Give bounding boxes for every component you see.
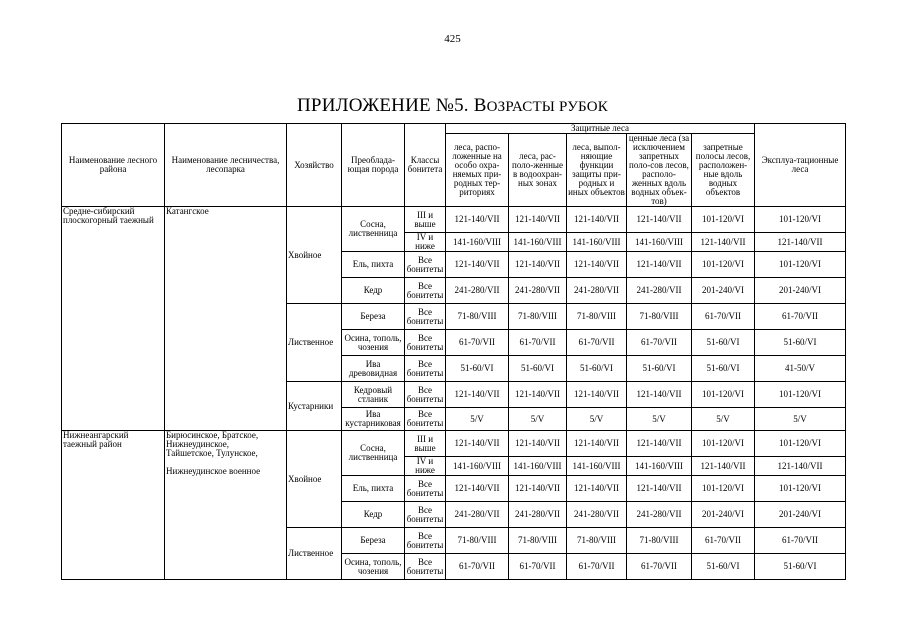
bonitet-class-cell: Все бонитеты — [405, 278, 446, 304]
header-species: Преоблада-ющая порода — [342, 124, 405, 207]
age-value-cell: 241-280/VII — [446, 502, 509, 528]
age-value-cell: 51-60/VI — [692, 330, 755, 356]
species-cell: Осина, тополь, чозения — [342, 330, 405, 356]
age-value-cell: 121-140/VII — [755, 457, 846, 476]
age-value-cell: 141-160/VIII — [627, 457, 692, 476]
species-cell: Береза — [342, 304, 405, 330]
bonitet-class-cell: Все бонитеты — [405, 304, 446, 330]
species-cell: Сосна, лиственница — [342, 431, 405, 476]
age-value-cell: 51-60/VI — [692, 356, 755, 382]
age-value-cell: 41-50/V — [755, 356, 846, 382]
age-value-cell: 201-240/VI — [692, 502, 755, 528]
forestry-line: Бирюсинское, Братское, — [166, 430, 259, 440]
age-value-cell: 71-80/VIII — [567, 304, 627, 330]
age-value-cell: 71-80/VIII — [627, 304, 692, 330]
age-value-cell: 51-60/VI — [755, 330, 846, 356]
age-value-cell: 101-120/VI — [755, 382, 846, 408]
bonitet-class-cell: III и выше — [405, 207, 446, 233]
age-value-cell: 121-140/VII — [509, 476, 567, 502]
bonitet-class-cell: Все бонитеты — [405, 356, 446, 382]
age-value-cell: 241-280/VII — [627, 278, 692, 304]
age-value-cell: 101-120/VI — [692, 431, 755, 457]
age-value-cell: 121-140/VII — [509, 431, 567, 457]
age-value-cell: 121-140/VII — [627, 382, 692, 408]
age-value-cell: 141-160/VIII — [509, 457, 567, 476]
age-value-cell: 61-70/VII — [446, 330, 509, 356]
age-value-cell: 121-140/VII — [509, 252, 567, 278]
forestry-cell — [165, 431, 287, 580]
age-value-cell: 121-140/VII — [509, 207, 567, 233]
age-value-cell: 71-80/VIII — [509, 304, 567, 330]
age-value-cell: 121-140/VII — [567, 476, 627, 502]
page-title — [0, 95, 905, 117]
age-value-cell: 51-60/VI — [755, 554, 846, 580]
species-cell: Кедр — [342, 502, 405, 528]
age-value-cell: 61-70/VII — [567, 330, 627, 356]
forestry-line: Нижнеудинское, — [166, 439, 230, 449]
species-cell: Ива древовидная — [342, 356, 405, 382]
age-value-cell: 241-280/VII — [567, 278, 627, 304]
header-exploitation: Эксплуа-тационные леса — [755, 124, 846, 207]
species-cell: Ель, пихта — [342, 476, 405, 502]
bonitet-class-cell: IV и ниже — [405, 457, 446, 476]
age-value-cell: 141-160/VIII — [567, 457, 627, 476]
age-value-cell: 121-140/VII — [567, 382, 627, 408]
age-value-cell: 121-140/VII — [567, 252, 627, 278]
species-cell: Кедр — [342, 278, 405, 304]
age-value-cell: 61-70/VII — [692, 304, 755, 330]
age-value-cell: 241-280/VII — [446, 278, 509, 304]
species-cell: Ель, пихта — [342, 252, 405, 278]
header-forestry: Наименование лесничества, лесопарка — [165, 124, 287, 207]
age-value-cell: 201-240/VI — [755, 502, 846, 528]
age-value-cell: 241-280/VII — [509, 502, 567, 528]
age-value-cell: 241-280/VII — [567, 502, 627, 528]
header-sub-protected-areas: леса, распо-ложенные на особо охра-няемых при-родных тер-риториях — [446, 134, 509, 207]
age-value-cell: 5/V — [567, 408, 627, 431]
age-value-cell: 101-120/VI — [692, 382, 755, 408]
felling-age-table — [61, 123, 846, 580]
age-value-cell: 5/V — [509, 408, 567, 431]
region-cell: Средне-сибирский плоскогорный таежный — [62, 207, 165, 431]
age-value-cell: 141-160/VIII — [509, 233, 567, 252]
species-cell: Осина, тополь, чозения — [342, 554, 405, 580]
page-number: 425 — [444, 33, 461, 45]
age-value-cell: 71-80/VIII — [509, 528, 567, 554]
age-value-cell: 5/V — [627, 408, 692, 431]
age-value-cell: 101-120/VI — [755, 252, 846, 278]
age-value-cell: 61-70/VII — [627, 330, 692, 356]
age-value-cell: 241-280/VII — [627, 502, 692, 528]
title-main: ПРИЛОЖЕНИЕ №5. В — [297, 95, 487, 116]
age-value-cell: 241-280/VII — [509, 278, 567, 304]
header-protective-forests: Защитные леса — [446, 124, 755, 134]
age-value-cell: 51-60/VI — [567, 356, 627, 382]
table-body — [62, 207, 846, 580]
age-value-cell: 51-60/VI — [446, 356, 509, 382]
economy-cell: Хвойное — [287, 431, 342, 528]
age-value-cell: 141-160/VIII — [567, 233, 627, 252]
age-value-cell: 121-140/VII — [692, 233, 755, 252]
header-sub-water-protection: леса, рас-поло-женные в водоохран-ных зонах — [509, 134, 567, 207]
age-value-cell: 121-140/VII — [627, 207, 692, 233]
age-value-cell: 61-70/VII — [692, 528, 755, 554]
age-value-cell: 61-70/VII — [627, 554, 692, 580]
age-value-cell: 121-140/VII — [627, 476, 692, 502]
header-classes: Классы бонитета — [405, 124, 446, 207]
age-value-cell: 101-120/VI — [692, 207, 755, 233]
bonitet-class-cell: Все бонитеты — [405, 330, 446, 356]
bonitet-class-cell: Все бонитеты — [405, 554, 446, 580]
header-economy: Хозяйство — [287, 124, 342, 207]
age-value-cell: 121-140/VII — [446, 382, 509, 408]
age-value-cell: 71-80/VIII — [446, 304, 509, 330]
forestry-line: Тайшетское, Тулунское, — [166, 448, 258, 458]
header-region: Наименование лесного района — [62, 124, 165, 207]
age-value-cell: 61-70/VII — [509, 330, 567, 356]
age-value-cell: 71-80/VIII — [627, 528, 692, 554]
forestry-cell — [165, 207, 287, 431]
header-sub-protective-functions: леса, выпол-няющие функции защиты при-родных и иных объектов — [567, 134, 627, 207]
age-value-cell: 51-60/VI — [509, 356, 567, 382]
age-value-cell: 121-140/VII — [755, 233, 846, 252]
age-value-cell: 101-120/VI — [755, 476, 846, 502]
age-value-cell: 141-160/VIII — [627, 233, 692, 252]
species-cell: Кедровый стланик — [342, 382, 405, 408]
economy-cell: Лиственное — [287, 304, 342, 382]
bonitet-class-cell: Все бонитеты — [405, 382, 446, 408]
age-value-cell: 121-140/VII — [446, 431, 509, 457]
age-value-cell: 101-120/VI — [755, 431, 846, 457]
bonitet-class-cell: Все бонитеты — [405, 408, 446, 431]
bonitet-class-cell: Все бонитеты — [405, 252, 446, 278]
species-cell: Сосна, лиственница — [342, 207, 405, 252]
table-row — [62, 207, 846, 233]
age-value-cell: 71-80/VIII — [446, 528, 509, 554]
forestry-line: Нижнеудинское военное — [166, 466, 261, 476]
age-value-cell: 61-70/VII — [755, 304, 846, 330]
species-cell: Ива кустарниковая — [342, 408, 405, 431]
age-value-cell: 121-140/VII — [627, 252, 692, 278]
bonitet-class-cell: Все бонитеты — [405, 528, 446, 554]
age-value-cell: 101-120/VI — [755, 207, 846, 233]
age-value-cell: 61-70/VII — [446, 554, 509, 580]
bonitet-class-cell: Все бонитеты — [405, 502, 446, 528]
bonitet-class-cell: III и выше — [405, 431, 446, 457]
header-sub-forbidden-strips: запретные полосы лесов, расположен-ные вдоль водных объектов — [692, 134, 755, 207]
age-value-cell: 101-120/VI — [692, 252, 755, 278]
age-value-cell: 121-140/VII — [627, 431, 692, 457]
table-row — [62, 431, 846, 457]
age-value-cell: 121-140/VII — [567, 431, 627, 457]
age-value-cell: 121-140/VII — [446, 207, 509, 233]
age-value-cell: 121-140/VII — [509, 382, 567, 408]
economy-cell: Лиственное — [287, 528, 342, 580]
forestry-line: Катангское — [166, 206, 209, 216]
age-value-cell: 121-140/VII — [692, 457, 755, 476]
header-sub-valuable-forests: ценные леса (за исключением запретных поло-сов лесов, располо-женных вдоль водных объек-тов) — [627, 134, 692, 207]
species-cell: Береза — [342, 528, 405, 554]
economy-cell: Кустарники — [287, 382, 342, 431]
age-value-cell: 5/V — [755, 408, 846, 431]
age-value-cell: 5/V — [446, 408, 509, 431]
age-value-cell: 5/V — [692, 408, 755, 431]
age-value-cell: 121-140/VII — [567, 207, 627, 233]
age-value-cell: 101-120/VI — [692, 476, 755, 502]
age-value-cell: 61-70/VII — [509, 554, 567, 580]
region-cell: Нижнеангарский таежный район — [62, 431, 165, 580]
age-value-cell: 141-160/VIII — [446, 457, 509, 476]
age-value-cell: 121-140/VII — [446, 476, 509, 502]
age-value-cell: 71-80/VIII — [567, 528, 627, 554]
age-value-cell: 141-160/VIII — [446, 233, 509, 252]
bonitet-class-cell: Все бонитеты — [405, 476, 446, 502]
economy-cell: Хвойное — [287, 207, 342, 304]
age-value-cell: 51-60/VI — [627, 356, 692, 382]
age-value-cell: 121-140/VII — [446, 252, 509, 278]
age-value-cell: 61-70/VII — [755, 528, 846, 554]
age-value-cell: 61-70/VII — [567, 554, 627, 580]
age-value-cell: 201-240/VI — [755, 278, 846, 304]
age-value-cell: 201-240/VI — [692, 278, 755, 304]
bonitet-class-cell: IV и ниже — [405, 233, 446, 252]
title-small-caps: ОЗРАСТЫ РУБОК — [486, 99, 608, 115]
age-value-cell: 51-60/VI — [692, 554, 755, 580]
